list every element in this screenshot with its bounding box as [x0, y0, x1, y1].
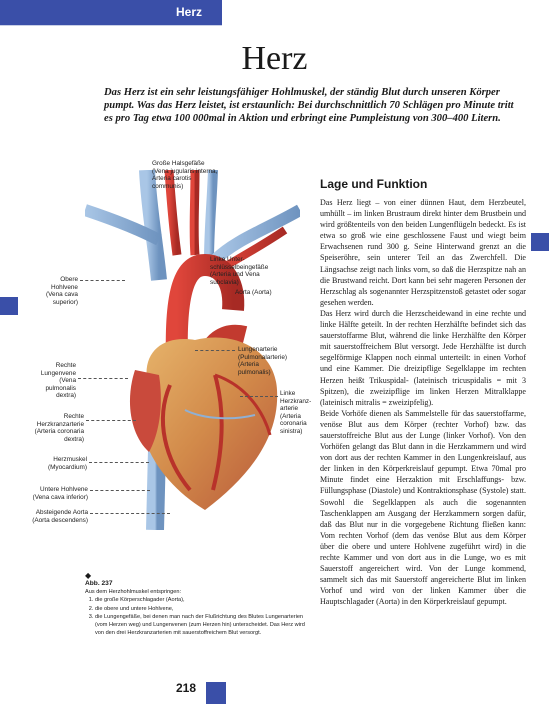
leader-line — [90, 490, 150, 491]
leader-line — [86, 420, 136, 421]
intro-text: Das Herz ist ein sehr leistungsfähiger Hohlmuskel, der ständig Blut durch unseren Körper pumpt. Was das Herz leistet, ist erstaunlich: Bei durchschnittlich 70 Schlägen pro Minute tritt es pro Tag etwa 100 000mal in Aktion und erbringt eine Pumpleistung von 300–400 Litern. — [104, 87, 514, 124]
caption-item: 3. die Lungengefäße, bei denen man nach der Flußrichtung des Blutes Lungenarterien (vom Herzen weg) und Lungenvenen (zum Herzen hin) unterscheidet. Das Herz wird von den drei Herzkranzarterien mit sauerstoffreichem Blut versorgt. — [95, 613, 310, 638]
leader-line — [89, 462, 149, 463]
page-number: 218 — [176, 681, 197, 695]
caption-list — [85, 596, 310, 637]
page-number-marker — [206, 682, 226, 704]
caption-item: 1. die große Körperschlagader (Aorta), — [95, 596, 310, 604]
leader-line — [80, 280, 125, 281]
section-label: Herz — [176, 5, 203, 19]
caption-marker: ◆ — [85, 571, 92, 580]
label-herzkranz-rechts: Rechte Herzkranzarterie (Arteria coronaria dextra) — [34, 413, 84, 443]
label-halsgefaesse: Große Halsgefäße (Vena jugularis interna, Arteria carotis communis) — [152, 160, 218, 190]
caption-item: 2. die obere und untere Hohlvene, — [95, 605, 310, 613]
body-paragraph: Das Herz wird durch die Herzscheidewand in eine rechte und linke Hälfte geteilt. In der rechten Herzhälfte befindet sich das sauerstoffarme Blut, während die linke Herzhälfte den Körper mit sauerstoffreichem Blut versorgt. Jede Herzhälfte ist durch segelförmige Klappen noch einmal unterteilt: in einen Vorhof und eine Kammer. Die dreizipflige Segelklappe im rechten Herzen heißt Trikuspidal- (lateinisch tricuspidalis = mit 3 Spitzen), die zweizipflige im linken Herzen Mitralklappe (lateinisch mitralis = zweizipfelig). — [320, 308, 526, 407]
page-title: Herz — [241, 40, 308, 77]
leader-line — [195, 350, 235, 351]
label-untere-hohlvene: Untere Hohlvene (Vena cava inferior) — [32, 486, 88, 501]
body-text — [320, 197, 526, 607]
margin-marker-right — [531, 233, 549, 251]
caption-intro: Aus dem Herzhohlmuskel entspringen: — [85, 589, 182, 596]
label-herzmuskel: Herzmuskel (Myocardium) — [47, 456, 87, 471]
leader-line — [240, 396, 278, 397]
label-herzkranz-links: Linke Herzkranz- arterie (Arteria coronaria sinistra) — [280, 390, 312, 435]
label-absteigende-aorta: Absteigende Aorta (Aorta descendens) — [32, 509, 88, 524]
body-paragraph: Beide Vorhöfe dienen als Sammelstelle für das sauerstoffarme, venöse Blut aus dem Körper (rechter Vorhof) bzw. das sauerstoffreiche Blut aus der Lunge (linker Vorhof). Von den Vorhöfen gelangt das Blut dann in die Herzkammern und wird von dort aus der rechten Kammer in den Lungenkreislauf, aus der linken in den Körperkreislauf gepumpt. Etwa 70mal pro Minute findet eine Herzaktion mit Erschlaffungs- bzw. Füllungsphase (Diastole) und Kontraktionsphase (Systole) statt. Sowohl die Segelklappen als auch die sogenannten Taschenklappen am Ausgang der Herzkammern sorgen dafür, daß das Blut nur in die vorgegebene Richtung fließen kann: Vom rechten Vorhof (dem das venöse Blut aus dem Körper über die obere und untere Hohlvene zugeführt wird) in die rechte Kammer und von dort aus in die Lunge, wo es mit Sauerstoff angereichert wird. Von der Lunge kommend, sammelt sich das mit Sauerstoff angereicherte Blut im linken Vorhof und wird von der linken Kammer über die Hauptschlagader (Aorta) in den Körperkreislauf gepumpt. — [320, 408, 526, 607]
margin-marker-left — [0, 297, 18, 315]
leader-line — [90, 513, 170, 514]
figure-caption — [85, 572, 310, 637]
body-paragraph: Das Herz liegt – von einer dünnen Haut, dem Herzbeutel, umhüllt – im linken Brustraum direkt hinter dem Brustbein und wird größtenteils von den beiden Lungenflügeln bedeckt. Es ist etwa so groß wie eine geschlossene Faust und wiegt beim Erwachsenen rund 300 g. Seine Hinterwand grenzt an die Speiseröhre, sein unterer Teil an das Zwerchfell. Die Längsachse zeigt nach links vorn, so daß die Herzspitze nah an die Brustwand reicht. Dort kann bei sehr mageren Personen der Herzschlag als sogenannter Herzspitzenstoß getastet oder sogar gesehen werden. — [320, 198, 526, 307]
label-schluesselbein: Linke Unter- schlüsselbeingefäße (Arteria und Vena subclavia) — [210, 256, 269, 286]
label-aorta: Aorta (Aorta) — [235, 289, 272, 296]
caption-label: Abb. 237 — [85, 580, 113, 587]
label-obere-hohlvene: Obere Hohlvene (Vena cava superior) — [46, 276, 78, 306]
leader-line — [78, 378, 128, 379]
label-lungenarterie: Lungenarterie (Pulmonalarterie) (Arteria pulmonalis) — [238, 346, 288, 376]
vein-shape — [215, 210, 300, 260]
header-divider — [0, 25, 222, 26]
label-lungenvene: Rechte Lungenvene (Vena pulmonalis dextra) — [40, 362, 76, 400]
section-heading: Lage und Funktion — [320, 177, 428, 191]
